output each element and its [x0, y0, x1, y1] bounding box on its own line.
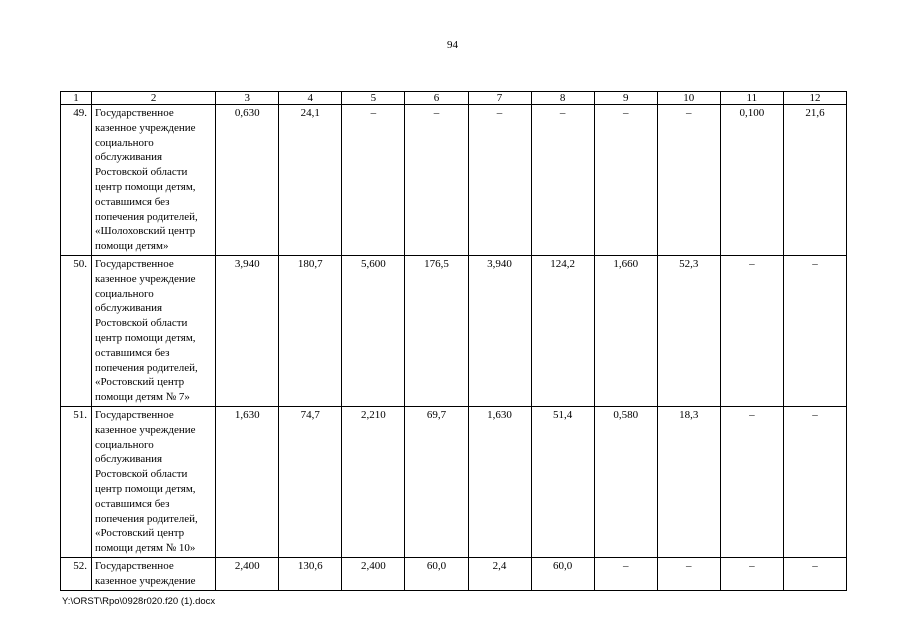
- column-header: 2: [92, 92, 216, 105]
- value-cell: 130,6: [279, 557, 342, 590]
- row-number-cell: 52.: [61, 557, 92, 590]
- column-header: 7: [468, 92, 531, 105]
- table-row: [61, 406, 847, 557]
- value-cell: –: [594, 105, 657, 256]
- institution-name-line: центр помощи детям,: [95, 482, 196, 495]
- value-cell: –: [720, 406, 783, 557]
- value-cell: –: [783, 557, 846, 590]
- institution-name-line: казенное учреждение: [95, 272, 196, 285]
- institution-name-line: социального: [95, 438, 154, 451]
- institution-name-line: казенное учреждение: [95, 574, 196, 587]
- institution-name-line: помощи детям № 7»: [95, 391, 190, 404]
- value-cell: 0,630: [216, 105, 279, 256]
- institution-name-line: Государственное: [95, 408, 174, 421]
- institution-name-line: помощи детям № 10»: [95, 542, 196, 555]
- value-cell: 0,100: [720, 105, 783, 256]
- institution-name-cell: [92, 406, 216, 557]
- institution-name-line: обслуживания: [95, 302, 163, 315]
- value-cell: 2,4: [468, 557, 531, 590]
- value-cell: 5,600: [342, 255, 405, 406]
- institution-name-line: «Ростовский центр: [95, 527, 185, 540]
- value-cell: 176,5: [405, 255, 468, 406]
- institution-name-line: «Ростовский центр: [95, 376, 185, 389]
- data-table: [60, 91, 847, 591]
- value-cell: –: [720, 557, 783, 590]
- column-header: 3: [216, 92, 279, 105]
- value-cell: –: [657, 557, 720, 590]
- value-cell: 51,4: [531, 406, 594, 557]
- value-cell: 3,940: [468, 255, 531, 406]
- value-cell: 2,400: [216, 557, 279, 590]
- value-cell: 3,940: [216, 255, 279, 406]
- value-cell: 124,2: [531, 255, 594, 406]
- column-header: 1: [61, 92, 92, 105]
- institution-name-line: обслуживания: [95, 151, 163, 164]
- row-number-cell: 49.: [61, 105, 92, 256]
- institution-name-line: оставшимся без: [95, 195, 170, 208]
- institution-name-line: социального: [95, 136, 154, 149]
- value-cell: –: [342, 105, 405, 256]
- column-header: 11: [720, 92, 783, 105]
- value-cell: 24,1: [279, 105, 342, 256]
- row-number-cell: 50.: [61, 255, 92, 406]
- institution-name-line: центр помощи детям,: [95, 180, 196, 193]
- value-cell: –: [594, 557, 657, 590]
- institution-name-line: «Шолоховский центр: [95, 225, 196, 238]
- value-cell: 69,7: [405, 406, 468, 557]
- institution-name-cell: [92, 557, 216, 590]
- table-body: [61, 105, 847, 591]
- institution-name-line: казенное учреждение: [95, 423, 196, 436]
- institution-name-line: Государственное: [95, 107, 174, 119]
- value-cell: 21,6: [783, 105, 846, 256]
- value-cell: 0,580: [594, 406, 657, 557]
- institution-name-line: казенное учреждение: [95, 121, 196, 134]
- column-header: 10: [657, 92, 720, 105]
- institution-name-line: попечения родителей,: [95, 361, 198, 374]
- institution-name-cell: [92, 105, 216, 256]
- table-header-row: [61, 92, 847, 105]
- column-header: 9: [594, 92, 657, 105]
- value-cell: 74,7: [279, 406, 342, 557]
- institution-name-line: социального: [95, 287, 154, 300]
- value-cell: –: [783, 406, 846, 557]
- value-cell: –: [405, 105, 468, 256]
- institution-name-line: Государственное: [95, 257, 174, 270]
- institution-name-cell: [92, 255, 216, 406]
- value-cell: 1,660: [594, 255, 657, 406]
- column-header: 12: [783, 92, 846, 105]
- column-header: 4: [279, 92, 342, 105]
- table-row: [61, 255, 847, 406]
- value-cell: 1,630: [216, 406, 279, 557]
- institution-name-line: попечения родителей,: [95, 512, 198, 525]
- value-cell: 18,3: [657, 406, 720, 557]
- value-cell: –: [657, 105, 720, 256]
- footer-file-path: Y:\ORST\Rpo\0928r020.f20 (1).docx: [62, 596, 216, 607]
- value-cell: 52,3: [657, 255, 720, 406]
- column-header: 8: [531, 92, 594, 105]
- value-cell: –: [468, 105, 531, 256]
- value-cell: 2,210: [342, 406, 405, 557]
- value-cell: 1,630: [468, 406, 531, 557]
- institution-name-line: Ростовской области: [95, 317, 188, 330]
- institution-name-line: Ростовской области: [95, 166, 188, 179]
- value-cell: –: [720, 255, 783, 406]
- page-number: 94: [447, 39, 458, 51]
- value-cell: 2,400: [342, 557, 405, 590]
- column-header: 6: [405, 92, 468, 105]
- institution-name-line: Ростовской области: [95, 468, 188, 481]
- institution-name-line: Государственное: [95, 559, 174, 572]
- institution-name-line: центр помощи детям,: [95, 331, 196, 344]
- value-cell: 60,0: [405, 557, 468, 590]
- value-cell: –: [531, 105, 594, 256]
- value-cell: –: [783, 255, 846, 406]
- institution-name-line: попечения родителей,: [95, 210, 198, 223]
- column-header: 5: [342, 92, 405, 105]
- institution-name-line: обслуживания: [95, 453, 163, 466]
- institution-name-line: оставшимся без: [95, 346, 170, 359]
- row-number-cell: 51.: [61, 406, 92, 557]
- table-row: [61, 105, 847, 256]
- institution-name-line: помощи детям»: [95, 240, 169, 253]
- institution-name-line: оставшимся без: [95, 497, 170, 510]
- value-cell: 180,7: [279, 255, 342, 406]
- table-row: [61, 557, 847, 590]
- value-cell: 60,0: [531, 557, 594, 590]
